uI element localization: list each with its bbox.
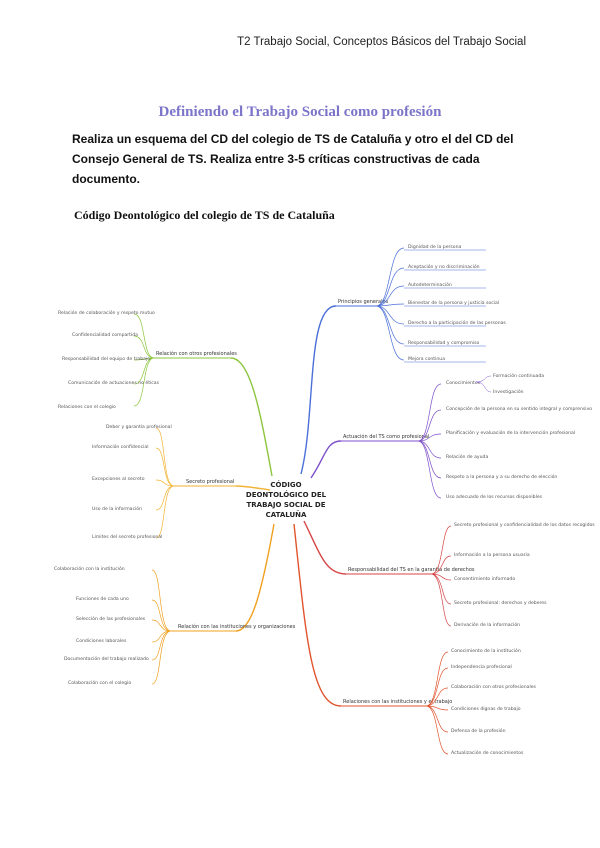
sub-leaf: Formación continuada — [493, 374, 545, 379]
branch-label: Actuación del TS como profesional — [343, 434, 430, 440]
leaf: Respeto a la persona y a su derecho de elección — [446, 475, 558, 480]
page-title: Definiendo el Trabajo Social como profesión — [158, 104, 442, 120]
branch-actuacion — [311, 372, 592, 500]
leaf: Información confidencial — [92, 445, 149, 450]
branch-label: Relación con las instituciones y organizaciones — [178, 624, 296, 630]
branch-label: Secreto profesional — [186, 479, 235, 485]
leaf: Mejora continua — [408, 357, 446, 362]
leaf: Aceptación y no discriminación — [408, 265, 480, 270]
branch-label: Principios generales — [338, 299, 389, 305]
mind-map-canvas — [36, 236, 595, 766]
leaf: Uso de la información — [92, 507, 143, 512]
leaf: Conocimientos — [446, 381, 481, 386]
leaf: Secreto profesional: derechos y deberes — [454, 601, 547, 606]
branch-label: Relación con otros profesionales — [156, 351, 237, 357]
sub-leaf: Investigación — [493, 390, 524, 395]
leaf: Consentimiento informado — [454, 577, 516, 582]
leaf: Defensa de la profesión — [451, 729, 506, 734]
leaf: Colaboración con el colegio — [68, 681, 132, 686]
leaf: Planificación y evaluación de la intervención profesional — [446, 431, 576, 436]
leaf: Independencia profesional — [451, 665, 512, 670]
branch-label: Responsabilidad del TS en la garantía de derechos — [348, 567, 475, 573]
leaf: Actualización de conocimientos — [451, 751, 524, 756]
branch-label: Relaciones con las instituciones y el trabajo — [343, 699, 453, 705]
section-subtitle: Código Deontológico del colegio de TS de Cataluña — [74, 208, 335, 222]
center-line-3: TRABAJO SOCIAL DE — [246, 501, 326, 509]
leaf: Condiciones dignas de trabajo — [451, 707, 521, 712]
leaf: Límites del secreto profesional — [92, 535, 163, 540]
page-header: T2 Trabajo Social, Conceptos Básicos del Trabajo Social — [237, 36, 526, 48]
leaf: Dignidad de la persona — [408, 245, 462, 250]
leaf: Bienestar de la persona y justicia social — [408, 301, 500, 306]
branch-confidencialidad — [304, 521, 595, 628]
branch-instituciones — [294, 524, 537, 756]
leaf: Documentación del trabajo realizado — [64, 657, 149, 662]
leaf: Concepción de la persona en su sentido integral y comprensivo — [446, 407, 593, 412]
leaf: Funciones de cada uno — [76, 597, 129, 602]
leaf: Conocimiento de la institución — [451, 649, 521, 654]
branch-relacion — [58, 309, 272, 476]
mind-map — [36, 236, 595, 766]
leaf: Comunicación de actuaciones no éticas — [68, 381, 160, 386]
leaf: Relación de ayuda — [446, 455, 489, 460]
leaf: Deber y garantía profesional — [106, 425, 172, 430]
leaf: Condiciones laborales — [76, 639, 127, 644]
leaf: Uso adecuado de los recursos disponibles — [446, 495, 543, 500]
leaf: Excepciones al secreto — [92, 477, 145, 482]
leaf: Derecho a la participación de las personas — [408, 321, 506, 326]
leaf: Relaciones con el colegio — [58, 405, 116, 410]
leaf: Relación de colaboración y respeto mutuo — [58, 311, 155, 316]
leaf: Colaboración con la institución — [54, 567, 125, 572]
leaf: Confidencialidad compartida — [72, 333, 138, 338]
leaf: Responsabilidad y compromiso — [408, 341, 480, 346]
center-node — [246, 480, 327, 519]
center-line-2: DEONTOLÓGICO DEL — [245, 491, 327, 499]
branch-organizacion — [54, 524, 296, 686]
branch-secreto — [92, 423, 270, 540]
leaf: Selección de las profesionales — [76, 617, 146, 622]
leaf: Autodeterminación — [408, 283, 452, 288]
leaf: Secreto profesional y confidencialidad de los datos recogidos — [454, 523, 595, 528]
leaf: Responsabilidad del equipo de trabajo — [62, 357, 151, 362]
center-line-1: CÓDIGO — [270, 481, 302, 489]
instructions-paragraph: Realiza un esquema del CD del colegio de TS de Cataluña y otro el del CD del Consejo General de TS. Realiza entre 3-5 críticas constructivas de cada documento. — [72, 132, 514, 186]
center-line-4: CATALUÑA — [265, 511, 307, 519]
leaf: Colaboración con otros profesionales — [451, 685, 536, 690]
leaf: Información a la persona usuaria — [454, 553, 530, 558]
leaf: Derivación de la información — [454, 623, 521, 628]
